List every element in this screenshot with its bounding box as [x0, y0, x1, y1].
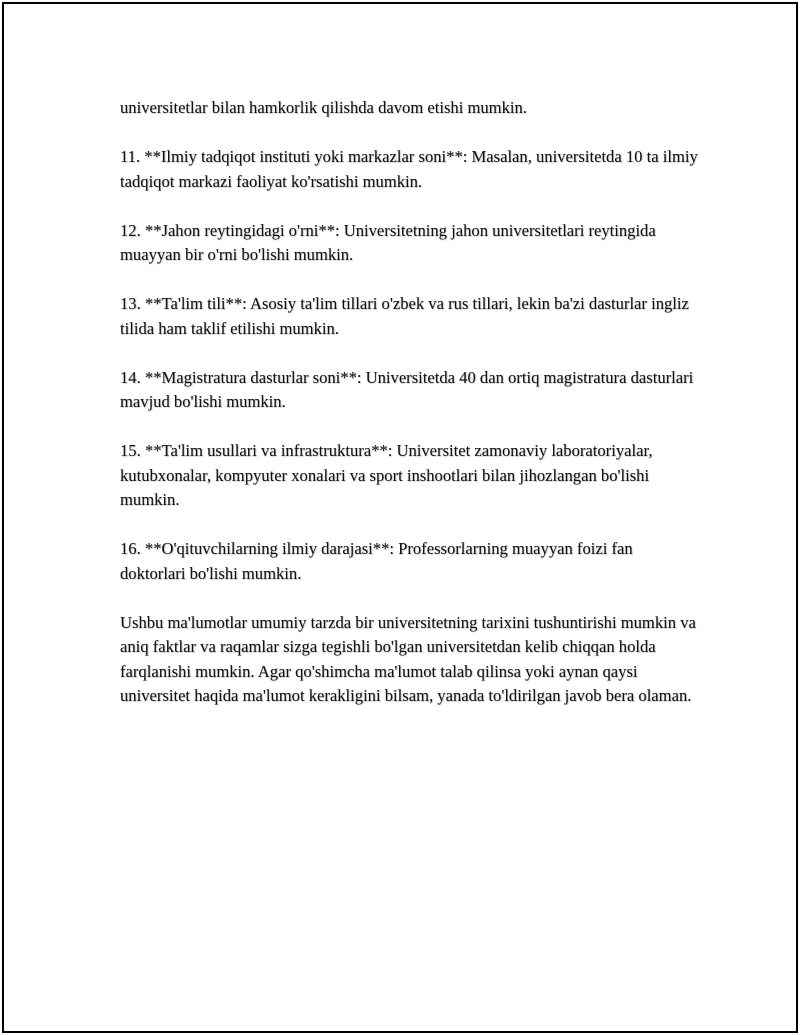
- list-item-16: 16. **O'qituvchilarning ilmiy darajasi**: Professorlarning muayyan foizi fan doktorlari bo'lishi mumkin.: [120, 539, 633, 583]
- list-item-13: 13. **Ta'lim tili**: Asosiy ta'lim tillari o'zbek va rus tillari, lekin ba'zi dasturlar ingliz tilida ham taklif etilishi mumkin.: [120, 294, 689, 338]
- document-page: [2, 2, 798, 1033]
- list-item-15: 15. **Ta'lim usullari va infrastruktura**: Universitet zamonaviy laboratoriyalar, kutubxonalar, kompyuter xonalari va sport inshootlari bilan jihozlangan bo'lishi mumkin.: [120, 441, 653, 509]
- list-item-11: 11. **Ilmiy tadqiqot instituti yoki markazlar soni**: Masalan, universitetda 10 ta ilmiy tadqiqot markazi faoliyat ko'rsatishi mumkin.: [120, 147, 698, 191]
- list-item-12: 12. **Jahon reytingidagi o'rni**: Universitetning jahon universitetlari reytingida muayyan bir o'rni bo'lishi mumkin.: [120, 220, 656, 264]
- document-body: [120, 96, 700, 733]
- list-item-14: 14. **Magistratura dasturlar soni**: Universitetda 40 dan ortiq magistratura dasturlari mavjud bo'lishi mumkin.: [120, 367, 694, 411]
- closing-paragraph: Ushbu ma'lumotlar umumiy tarzda bir universitetning tarixini tushuntirishi mumkin va aniq faktlar va raqamlar sizga tegishli bo'lgan universitetdan kelib chiqqan holda farqlanishi mumkin. Agar qo'shimcha ma'lumot talab qilinsa yoki aynan qaysi universitet haqida ma'lumot kerakligini bilsam, yanada to'ldirilgan javob bera olaman.: [120, 612, 696, 705]
- paragraph-continuation: universitetlar bilan hamkorlik qilishda davom etishi mumkin.: [120, 98, 527, 117]
